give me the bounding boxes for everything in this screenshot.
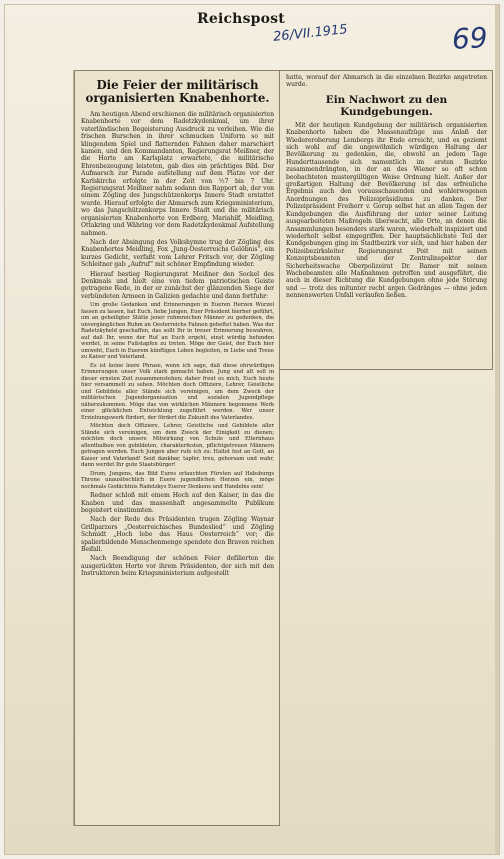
paragraph: Mit der heutigen Kundgebung der militärisch organisierten Knabenhorte haben die Massenaufzüge aus Anlaß der Wiedereroberung Lembergs ihr Ende erreicht, und es geziemt sich wohl auf die ungewöhnlich würdigen Haltung der Bevölkerung zu gedenken, die, obwohl an jedem Tage Hunderttausende sich namentlich im ersten Bezirke zusammendrängten, in der an des Wiener so oft schon beobachteten mustergültigen Weise Ordnung hielt. Außer der großartigen Haltung der Bevölkerung ist das erfreuliche Ergebnis auch den vorausschauenden und wohlerwogenen Anordnungen des Polizeipräsidiums zu danken. Der Polizeipräsident Freiherr v. Gorup selbst hat an allen Tagen der Kundgebungen die Ausführung der unter seiner Leitung ausgearbeiteten Maßregeln überwacht, alle Orte, an denen die Ansammlungen besonders stark waren, wiederholt inspiziert und wiederholt selbst eingegriffen. Der hauptsächlichste Teil der Kundgebungen ging im Stadtbezirk vor sich, und hier haben der Polizeibezirksleiter Regierungsrat Poit mit seinen Konzeptsbeamten und der Zentralinspektor der Sicherheitswache Oberpolizeirat Dr. Bamer mit seinen Wachebeamten alle Maßnahmen getroffen und ausgeführt, die auch in dieser Richtung die Kundgebungen ohne jede Störung und — trotz des mitunter recht argen Gedränges — ohne jeden nennenswerten Unfall verlaufen ließen. bbox=[286, 121, 487, 300]
left-clipping bbox=[74, 70, 280, 826]
speech-paragraph: Drum, Jungens, das Bild Eures erlauchten Fürsten auf Habsburgs Throne unauslöschlich in Euere jugendlichen Herzen ein, möge nochmals Gedächtnis Radetzkys Euerer Denkens und Handelns sein! bbox=[81, 470, 274, 490]
card-edge bbox=[495, 5, 499, 854]
paragraph: Nach der Absingung des Volkshymne trug der Zögling des Knabenhortes Meidling, Fox „Jung-Oesterreichs Gelöbnis“, ein kurzes Gedicht, verfaßt vom Lehrer Fritsch vor, der Zögling Schleitner gab „Aufruf“ mit schöner Empfindung wieder. bbox=[81, 238, 274, 269]
continuation-text: hatte, worauf der Abmarsch in die einzelnen Bezirke angetreten wurde. bbox=[286, 74, 487, 89]
closing-paragraph: Nach der Rede des Präsidenten trugen Zögling Waynar Grillparzers „Oesterreichisches Bundeslied“ und Zögling Schmidt „Hoch lebe das Haus Oesterreich“ vor; die spalierbildende Menschenmenge spendete den Braven reichen Beifall. bbox=[81, 516, 274, 553]
paragraph: Hierauf bestieg Regierungsrat Meißner den Sockel des Denkmals und hielt eine von tiefem patriotischen Geiste getragene Rede, in der er zunächst der glänzenden Siege der verbündeten Armeen in Galizien gedachte und dann fortfuhr: bbox=[81, 270, 274, 300]
handwritten-date: 26/VII.1915 bbox=[272, 22, 349, 45]
speech-paragraph: Um große Gedanken und Erinnerungen in Eueren Herzen Wurzel fassen zu lassen, hat Euch, liebe Jungen, Euer Präsident hierher geführt, um an geheiligter Stätte jener ruhmreichen Männer zu gedenken, die unvergänglichen Ruhm an Oesterreichs Fahnen geheftet haben. Was der Radetzkyheld geschaffen, das sollt Ihr in treuer Erinnerung bewahren, auf daß Ihr, wenn der Ruf an Euch ergeht, einst würdig befunden werdet, in seine Fußstapfen zu treten. Möge der Geist, der Euch hier umweht, Euch in Euerem künftigen Leben begleiten, in Liebe und Treue zu Kaiser und Vaterland. bbox=[81, 302, 274, 361]
left-column bbox=[81, 77, 274, 821]
paragraph: Am heutigen Abend erschienen die militärisch organisierten Knabenhorte vor dem Radetzkydenkmal, um ihrer vaterländischen Begeisterung Ausdruck zu verleihen. Wie die frischen Burschen in ihrer schmucken Uniform so mit klingendem Spiel und flatternden Fahnen daher marschiert kamen, und den Kommandanten, Regierungsrat Meißner, der die Horte am Karlsplatz erwartete, die militärische Ehrenbezeugung leisteten, gab dies ein prächtiges Bild. Der Aufmarsch zur Parade aufstellung auf dem Platze vor der Karlskirche erfolgte in der Zeit von ½7 bis 7 Uhr. Regierungsrat Meißner nahm sodann den Rapport ab, der von einem Zögling des Jungschützenkorps Innere Stadt erstattet wurde. Hierauf erfolgte der Abmarsch zum Kriegsministerium, wo das Jungschützenkorps Innere Stadt und die militärisch organisierten Knabenhorte von Erdberg, Mariahilf, Meidling, Ottakring und Währing vor dem Radetzkydenkmal Aufstellung nahmen. bbox=[81, 111, 274, 237]
article-title-line-1: Die Feier der militärisch bbox=[96, 78, 259, 92]
margin-rule bbox=[279, 70, 280, 370]
speech-paragraph: Es ist keine leere Phrase, wenn ich sage, daß diese ehrwürdigen Erinnerungen unser Volk stark gemacht haben. Jung und alt soll in dieser ernsten Zeit zusammenstehen; daher freut es mich, Euch heute hier versammelt zu sehen. Möchten doch Offiziere, Lehrer, Geistliche und Gebildete aller Stände sich vereinigen, um dem Zweck der militärischen Jugendorganisation und sozialen Jugendpflege näherzukommen. Möge das von wirklichen Männern begonnene Werk einer glücklichen Entwicklung zugeführt werden. Wer unser Erziehungswerk fördert, der fördert die Zukunft des Vaterlandes. bbox=[81, 362, 274, 421]
handwritten-page-number: 69 bbox=[451, 21, 489, 56]
speech-paragraph: Möchten doch Offiziere, Lehrer, Geistliche und Gebildete aller Stände sich vereinigen, um dem Zweck der Einigkeit zu dienen; möchten doch unsere Mitwirkung von Schule und Elternhaus allenthalben von gebildeten, charakterfesten, pflichtgetreuen Männern getragen werden. Euch Jungen aber rufe ich zu: Haltet fest an Gott, an Kaiser und Vaterland! Seid dankbar, tapfer, treu, gehorsam und wahr, dann werdet Ihr gute Staatsbürger! bbox=[81, 423, 274, 469]
closing-paragraph: Redner schloß mit einem Hoch auf den Kaiser, in das die Knaben und das massenhaft angesammelte Publikum begeistert einstimmten. bbox=[81, 492, 274, 514]
right-clipping bbox=[279, 70, 493, 370]
article-title-line-2: organisierten Knabenhorte. bbox=[85, 91, 270, 105]
right-column bbox=[286, 74, 487, 366]
section-heading: Ein Nachwort zu den Kundgebungen. bbox=[325, 93, 448, 118]
margin-rule bbox=[73, 70, 74, 826]
masthead: Reichspost bbox=[197, 11, 285, 27]
article-title bbox=[81, 79, 274, 105]
closing-paragraph: Nach Beendigung der schönen Feier defilierten die ausgerückten Horte vor ihrem Präsidenten, der sich mit den Instruktoren beim Kriegsministerium aufgestellt bbox=[81, 555, 274, 578]
